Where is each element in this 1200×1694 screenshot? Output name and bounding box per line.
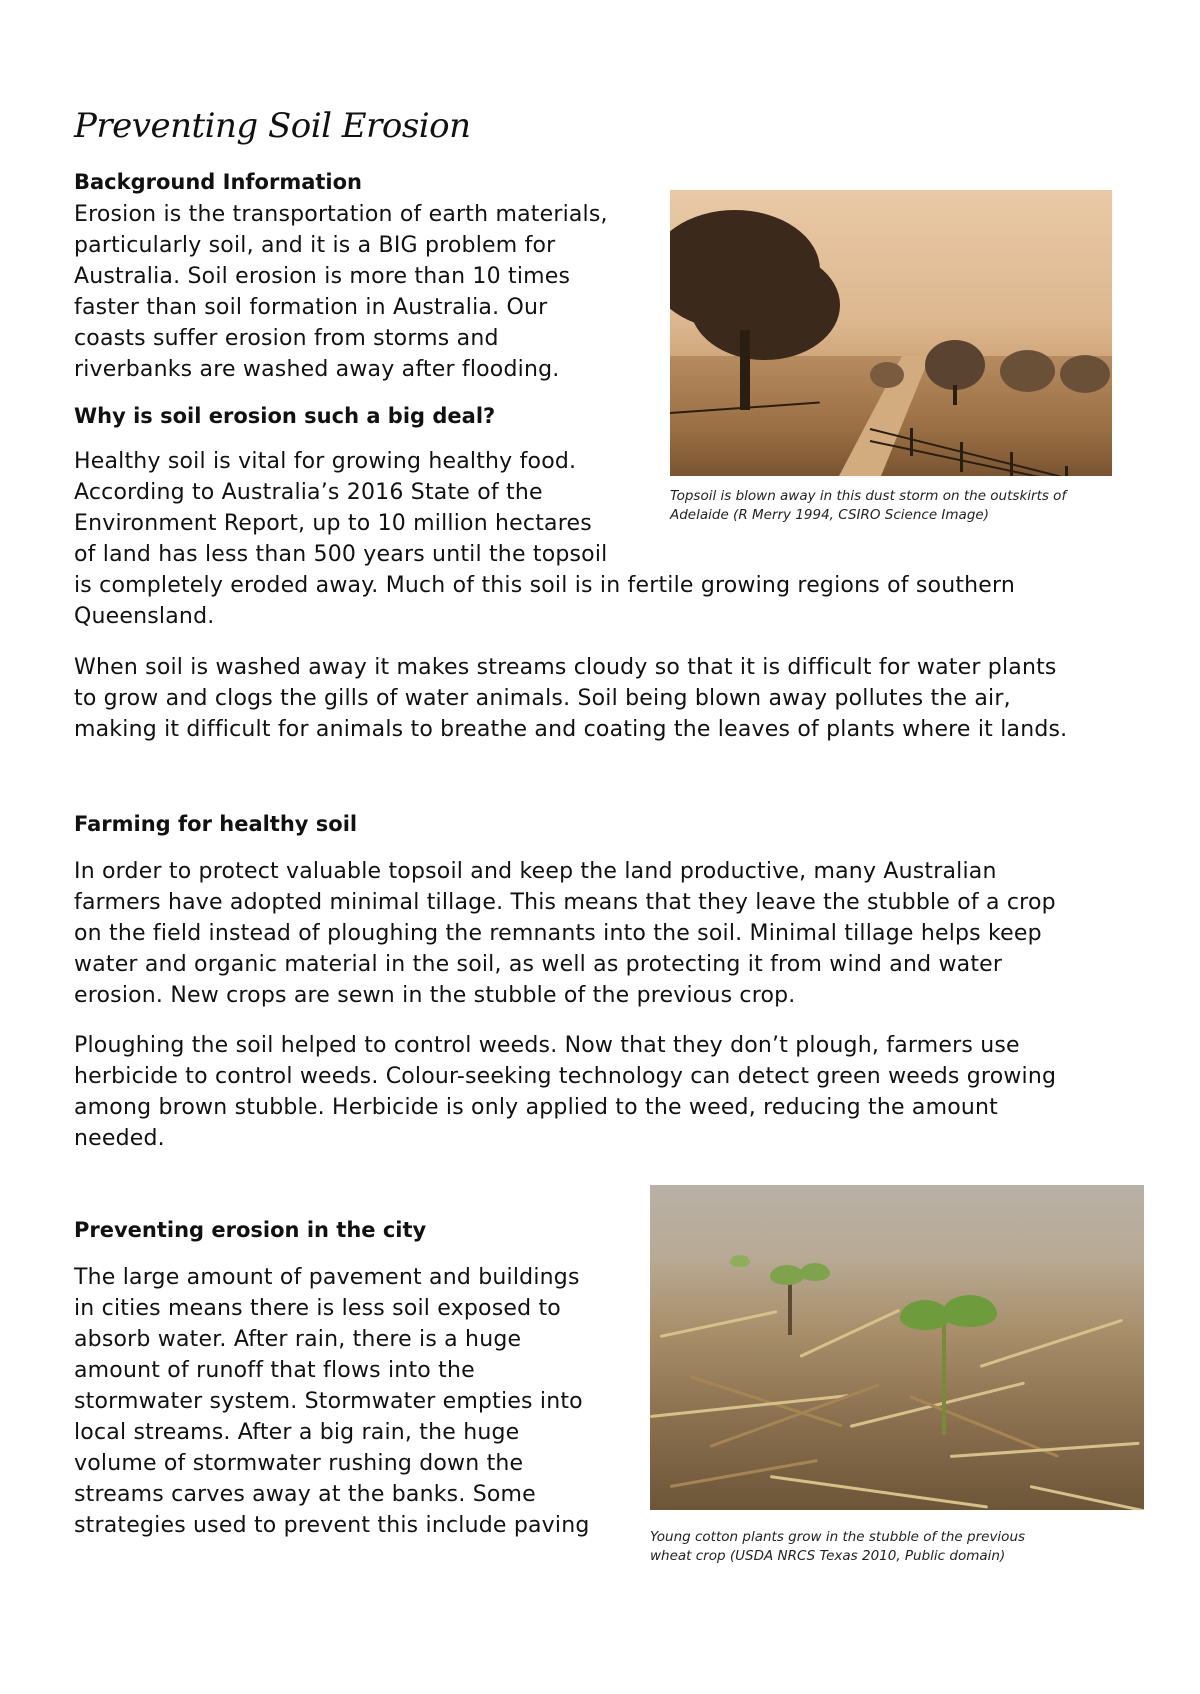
text-line: faster than soil formation in Australia. Our (74, 295, 548, 320)
text-line: on the field instead of ploughing the remnants into the soil. Minimal tillage helps keep (74, 921, 1042, 946)
caption-line: wheat crop (USDA NRCS Texas 2010, Public domain) (650, 1548, 1006, 1564)
text-line: When soil is washed away it makes streams cloudy so that it is difficult for water plants (74, 655, 1057, 680)
text-line: making it difficult for animals to breathe and coating the leaves of plants where it lands. (74, 717, 1068, 742)
text-line: herbicide to control weeds. Colour-seeking technology can detect green weeds growing (74, 1064, 1057, 1089)
text-line: streams carves away at the banks. Some (74, 1482, 536, 1507)
text-line: is completely eroded away. Much of this soil is in fertile growing regions of southern (74, 573, 1016, 598)
text-line: Healthy soil is vital for growing healthy food. (74, 449, 577, 474)
farming-heading: Farming for healthy soil (74, 812, 358, 836)
city-heading: Preventing erosion in the city (74, 1218, 427, 1242)
text-line: water and organic material in the soil, as well as protecting it from wind and water (74, 952, 1003, 977)
text-line: Erosion is the transportation of earth materials, (74, 202, 608, 227)
text-line: In order to protect valuable topsoil and keep the land productive, many Australian (74, 859, 997, 884)
text-line: Environment Report, up to 10 million hectares (74, 511, 592, 536)
text-line: erosion. New crops are sewn in the stubble of the previous crop. (74, 983, 796, 1008)
background-paragraph (74, 199, 608, 385)
background-heading: Background Information (74, 170, 363, 194)
why-paragraph-2 (74, 652, 1067, 745)
city-paragraph (74, 1262, 590, 1541)
text-line: Ploughing the soil helped to control weeds. Now that they don’t plough, farmers use (74, 1033, 1020, 1058)
cotton-caption (650, 1528, 1144, 1566)
cotton-stubble-photo (650, 1185, 1144, 1510)
why-heading: Why is soil erosion such a big deal? (74, 404, 496, 428)
text-line: Australia. Soil erosion is more than 10 times (74, 264, 571, 289)
text-line: volume of stormwater rushing down the (74, 1451, 524, 1476)
text-line: stormwater system. Stormwater empties into (74, 1389, 583, 1414)
dust-storm-caption (670, 487, 1120, 525)
text-line: among brown stubble. Herbicide is only applied to the weed, reducing the amount (74, 1095, 998, 1120)
text-line: to grow and clogs the gills of water animals. Soil being blown away pollutes the air, (74, 686, 1011, 711)
page-title: Preventing Soil Erosion (74, 106, 471, 146)
text-line: Queensland. (74, 604, 215, 629)
text-line: absorb water. After rain, there is a huge (74, 1327, 522, 1352)
farming-paragraph-2 (74, 1030, 1056, 1154)
text-line: The large amount of pavement and buildings (74, 1265, 580, 1290)
text-line: of land has less than 500 years until the topsoil (74, 542, 608, 567)
text-line: amount of runoff that flows into the (74, 1358, 475, 1383)
text-line: coasts suffer erosion from storms and (74, 326, 499, 351)
text-line: According to Australia’s 2016 State of the (74, 480, 543, 505)
text-line: needed. (74, 1126, 165, 1151)
text-line: farmers have adopted minimal tillage. This means that they leave the stubble of a crop (74, 890, 1056, 915)
text-line: particularly soil, and it is a BIG problem for (74, 233, 556, 258)
caption-line: Adelaide (R Merry 1994, CSIRO Science Image) (670, 507, 989, 523)
text-line: riverbanks are washed away after flooding. (74, 357, 560, 382)
text-line: strategies used to prevent this include paving (74, 1513, 590, 1538)
caption-line: Young cotton plants grow in the stubble of the previous (650, 1529, 1026, 1545)
text-line: local streams. After a big rain, the huge (74, 1420, 520, 1445)
dust-storm-photo (670, 190, 1112, 476)
text-line: in cities means there is less soil exposed to (74, 1296, 561, 1321)
farming-paragraph-1 (74, 856, 1056, 1011)
caption-line: Topsoil is blown away in this dust storm on the outskirts of (670, 488, 1067, 504)
